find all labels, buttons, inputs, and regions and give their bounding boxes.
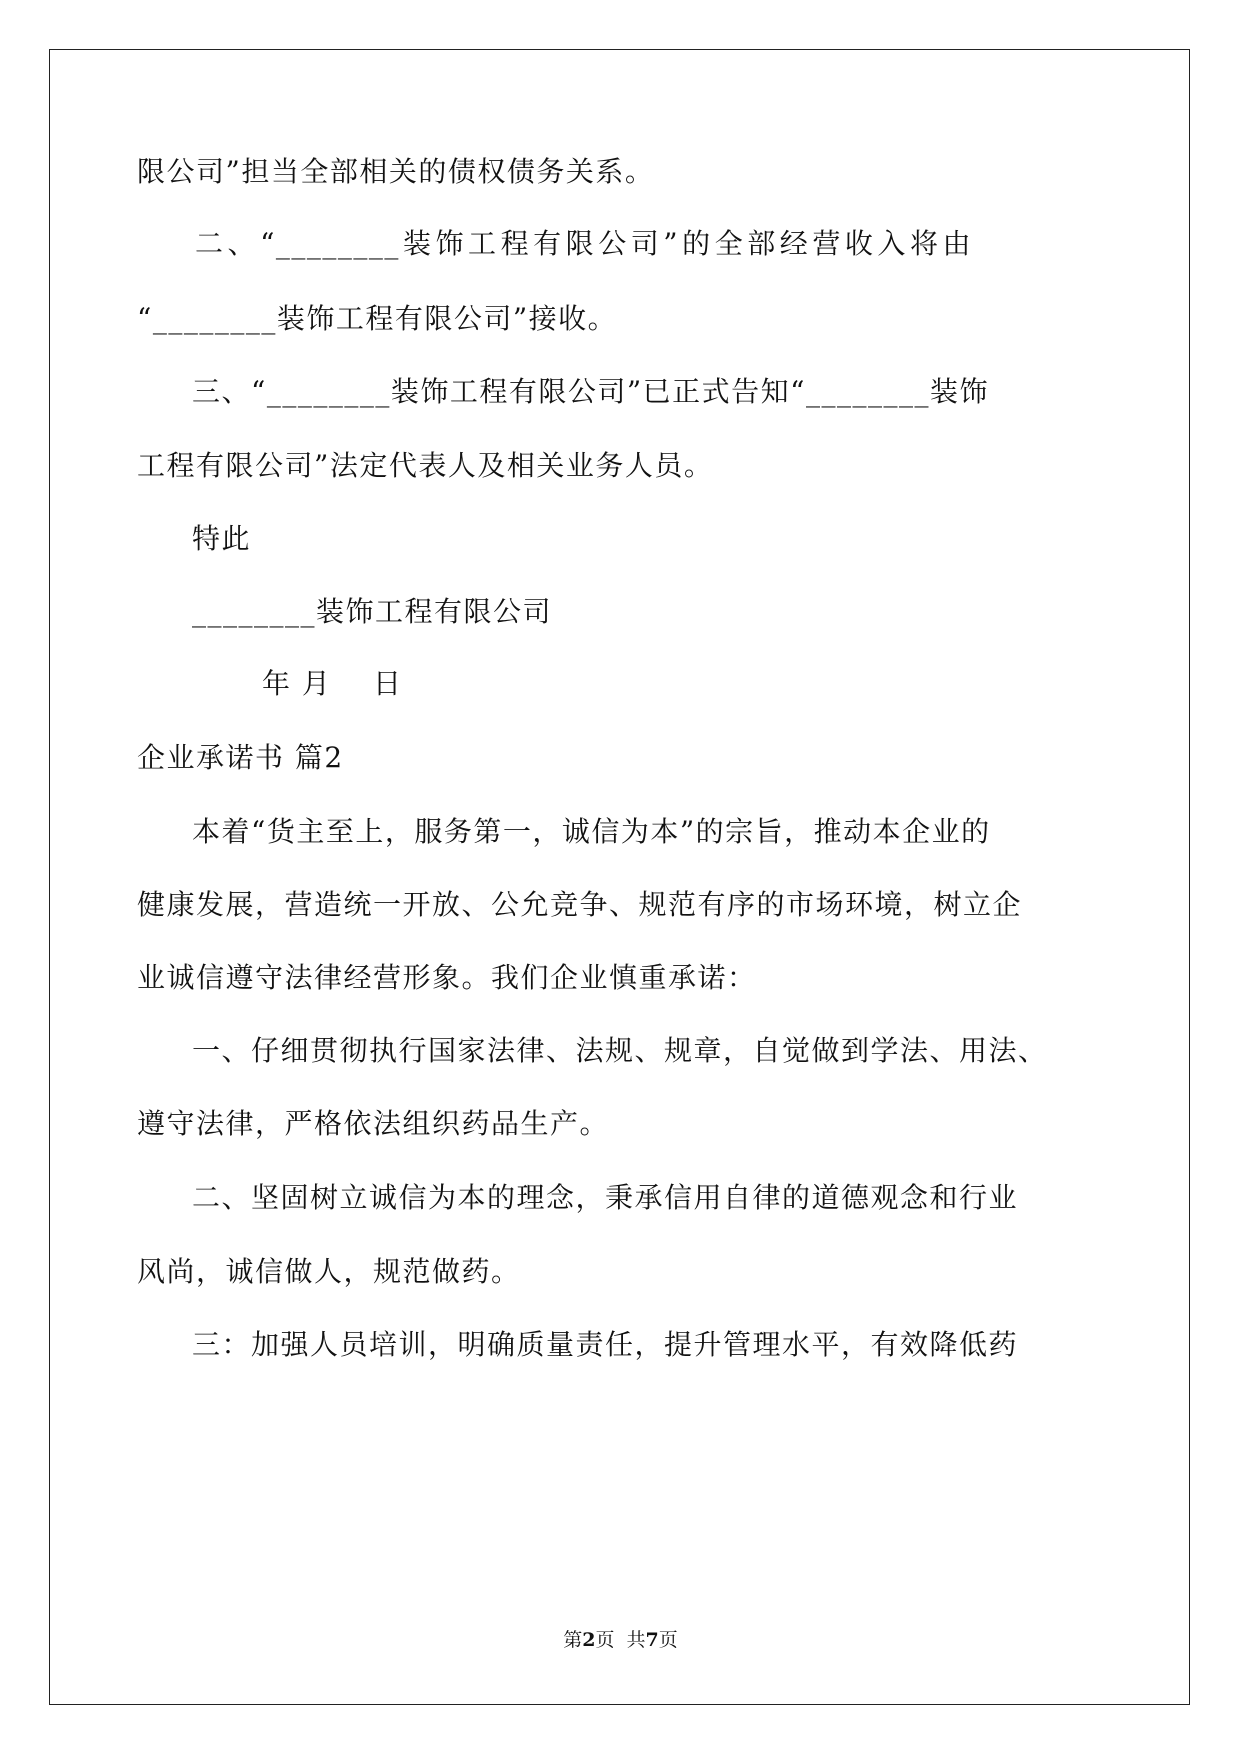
footer-mid: 页 共: [595, 1629, 646, 1651]
text-line-1: 限公司”担当全部相关的债权债务关系。: [137, 155, 655, 188]
text-line-10: 本着“货主至上，服务第一，诚信为本”的宗旨，推动本企业的: [192, 815, 991, 848]
text-line-14: 遵守法律，严格依法组织药品生产。: [137, 1107, 610, 1140]
text-line-4: 三、“________装饰工程有限公司”已正式告知“________装饰: [192, 375, 989, 408]
text-line-16: 风尚，诚信做人，规范做药。: [137, 1255, 521, 1288]
text-line-6: 特此: [192, 522, 252, 555]
section-heading: 企业承诺书 篇2: [137, 741, 344, 774]
page-footer: [0, 1628, 1241, 1652]
footer-suffix: 页: [658, 1629, 678, 1651]
footer-prefix: 第: [563, 1629, 583, 1651]
total-page-count: 7: [645, 1629, 659, 1651]
page-border: [49, 49, 1190, 1705]
text-line-17: 三：加强人员培训，明确质量责任，提升管理水平，有效降低药: [192, 1328, 1019, 1361]
text-line-11: 健康发展，营造统一开放、公允竞争、规范有序的市场环境，树立企: [137, 888, 1023, 921]
text-line-13: 一、仔细贯彻执行国家法律、法规、规章，自觉做到学法、用法、: [192, 1034, 1048, 1067]
text-line-2: 二、“________装饰工程有限公司”的全部经营收入将由: [195, 227, 972, 260]
text-line-3: “________装饰工程有限公司”接收。: [137, 302, 618, 335]
current-page-number: 2: [582, 1629, 596, 1651]
text-line-5: 工程有限公司”法定代表人及相关业务人员。: [137, 449, 714, 482]
text-line-8: 年 月 日: [262, 667, 403, 700]
text-line-15: 二、坚固树立诚信为本的理念，秉承信用自律的道德观念和行业: [192, 1181, 1019, 1214]
text-line-12: 业诚信遵守法律经营形象。我们企业慎重承诺：: [137, 961, 757, 994]
text-line-7: ________装饰工程有限公司: [192, 595, 553, 628]
